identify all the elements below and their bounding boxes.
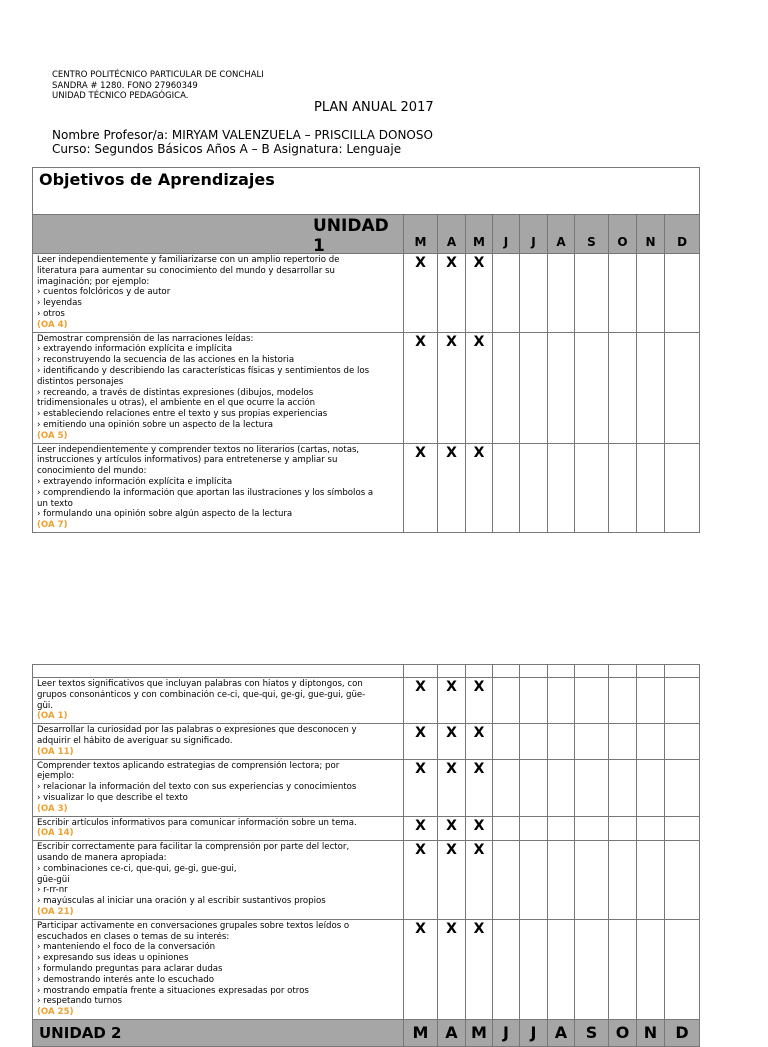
month-mark-cell xyxy=(665,841,700,920)
month-mark-cell: X xyxy=(438,919,466,1019)
blank-cell xyxy=(520,665,548,678)
month-mark-cell: X xyxy=(466,841,493,920)
objective-line: Desarrollar la curiosidad por las palabras o expresiones que desconocen y xyxy=(37,725,357,736)
month-mark-cell: X xyxy=(438,443,466,532)
month-mark-cell xyxy=(575,841,609,920)
objective-line: › extrayendo información explícita e implícita xyxy=(37,476,233,487)
month-header: D xyxy=(665,1019,700,1046)
month-mark-cell: X xyxy=(466,919,493,1019)
unit-2-label: UNIDAD 2 xyxy=(33,1019,404,1046)
month-mark-cell xyxy=(637,332,665,443)
objective-code: (OA 3) xyxy=(37,803,68,814)
blank-row xyxy=(33,665,700,678)
month-mark-cell xyxy=(609,678,637,724)
professor-line: Nombre Profesor/a: MIRYAM VALENZUELA – PRISCILLA DONOSO xyxy=(52,128,433,142)
month-mark-cell: X xyxy=(438,332,466,443)
month-mark-cell xyxy=(665,678,700,724)
objective-cell xyxy=(33,841,404,920)
month-mark-cell xyxy=(575,332,609,443)
objective-line: › comprendiendo la información que aportan las ilustraciones y los símbolos a xyxy=(37,487,374,498)
table-row xyxy=(33,919,700,1019)
objectives-heading: Objetivos de Aprendizajes xyxy=(33,168,700,215)
month-mark-cell xyxy=(575,443,609,532)
objective-code: (OA 21) xyxy=(37,906,74,917)
objective-line: › cuentos folclóricos y de autor xyxy=(37,287,171,298)
blank-cell xyxy=(493,665,520,678)
objective-line: instrucciones y artículos informativos) para entretenerse y ampliar su xyxy=(37,455,338,466)
objective-line: literatura para aumentar su conocimiento del mundo y desarrollar su xyxy=(37,265,335,276)
objective-line: › mostrando empatía frente a situaciones expresadas por otros xyxy=(37,985,309,996)
month-mark-cell xyxy=(637,443,665,532)
objective-line: güe-güi xyxy=(37,874,70,885)
course-line: Curso: Segundos Básicos Años A – B Asignatura: Lenguaje xyxy=(52,142,402,156)
objective-line: Leer textos significativos que incluyan palabras con hiatos y diptongos, con xyxy=(37,679,363,689)
objective-line: conocimiento del mundo: xyxy=(37,466,147,477)
objective-line: › respetando turnos xyxy=(37,996,122,1007)
month-mark-cell xyxy=(493,443,520,532)
course-info xyxy=(52,128,433,156)
month-mark-cell xyxy=(493,816,520,841)
month-header: M xyxy=(404,1019,438,1046)
objective-cell xyxy=(33,443,404,532)
objective-cell xyxy=(33,816,404,841)
objective-line: › otros xyxy=(37,308,65,319)
month-mark-cell xyxy=(609,919,637,1019)
objective-line: grupos consonánticos y con combinación ce-ci, que-qui, ge-gi, gue-gui, güe- xyxy=(37,689,366,700)
month-mark-cell xyxy=(520,332,548,443)
unit-header-row xyxy=(33,215,700,254)
month-mark-cell xyxy=(665,919,700,1019)
objective-line: › relacionar la información del texto con sus experiencias y conocimientos xyxy=(37,782,357,793)
blank-cell xyxy=(438,665,466,678)
month-mark-cell xyxy=(609,443,637,532)
month-header: N xyxy=(637,215,665,254)
month-mark-cell xyxy=(609,759,637,816)
month-mark-cell: X xyxy=(466,678,493,724)
month-mark-cell: X xyxy=(438,759,466,816)
month-header: O xyxy=(609,1019,637,1046)
month-mark-cell: X xyxy=(404,816,438,841)
objective-line: imaginación; por ejemplo: xyxy=(37,276,150,287)
month-header: A xyxy=(438,1019,466,1046)
month-mark-cell: X xyxy=(466,759,493,816)
month-mark-cell xyxy=(493,254,520,333)
month-mark-cell: X xyxy=(438,724,466,759)
month-header: O xyxy=(609,215,637,254)
month-mark-cell xyxy=(548,724,575,759)
month-header: D xyxy=(665,215,700,254)
objective-line: Escribir artículos informativos para comunicar información sobre un tema. xyxy=(37,817,357,828)
month-mark-cell xyxy=(493,724,520,759)
objective-line: › leyendas xyxy=(37,298,82,309)
month-mark-cell xyxy=(548,919,575,1019)
month-mark-cell xyxy=(548,443,575,532)
school-name: CENTRO POLITÉCNICO PARTICULAR DE CONCHALI xyxy=(52,70,264,80)
objective-code: (OA 25) xyxy=(37,1007,74,1018)
month-mark-cell xyxy=(520,724,548,759)
month-mark-cell xyxy=(609,254,637,333)
month-mark-cell xyxy=(665,332,700,443)
objective-line: › estableciendo relaciones entre el texto y sus propias experiencias xyxy=(37,409,328,420)
month-mark-cell xyxy=(609,332,637,443)
objective-line: › manteniendo el foco de la conversación xyxy=(37,942,216,953)
objective-line: › identificando y describiendo las características físicas y sentimientos de los xyxy=(37,365,370,376)
month-mark-cell: X xyxy=(466,724,493,759)
plan-table-unit-1 xyxy=(32,167,700,533)
month-mark-cell: X xyxy=(466,816,493,841)
month-mark-cell: X xyxy=(404,919,438,1019)
month-mark-cell xyxy=(637,678,665,724)
month-mark-cell xyxy=(520,443,548,532)
month-mark-cell: X xyxy=(466,332,493,443)
month-header: S xyxy=(575,1019,609,1046)
month-mark-cell xyxy=(548,816,575,841)
month-mark-cell: X xyxy=(438,678,466,724)
blank-cell xyxy=(575,665,609,678)
month-header: J xyxy=(520,215,548,254)
month-mark-cell xyxy=(637,816,665,841)
month-mark-cell xyxy=(609,724,637,759)
objective-line: adquirir el hábito de averiguar su significado. xyxy=(37,735,233,746)
month-mark-cell xyxy=(520,816,548,841)
month-header: A xyxy=(438,215,466,254)
month-mark-cell xyxy=(665,724,700,759)
objective-code: (OA 11) xyxy=(37,746,74,757)
month-header: A xyxy=(548,1019,575,1046)
month-mark-cell: X xyxy=(438,841,466,920)
month-mark-cell xyxy=(575,254,609,333)
month-mark-cell xyxy=(520,759,548,816)
month-mark-cell xyxy=(520,678,548,724)
month-mark-cell: X xyxy=(404,724,438,759)
month-mark-cell xyxy=(493,678,520,724)
objective-cell xyxy=(33,919,404,1019)
objective-line: › mayúsculas al iniciar una oración y al escribir sustantivos propios xyxy=(37,896,326,907)
month-mark-cell xyxy=(637,841,665,920)
objective-line: Leer independientemente y comprender textos no literarios (cartas, notas, xyxy=(37,444,360,455)
month-mark-cell: X xyxy=(466,443,493,532)
unit-label: UNIDAD 1 xyxy=(313,216,389,256)
objective-line: escuchados en clases o temas de su interés: xyxy=(37,931,230,942)
month-mark-cell xyxy=(665,443,700,532)
objective-line: Demostrar comprensión de las narraciones leídas: xyxy=(37,333,254,344)
month-mark-cell xyxy=(520,254,548,333)
month-mark-cell xyxy=(637,724,665,759)
month-mark-cell xyxy=(575,759,609,816)
objective-line: › r-rr-nr xyxy=(37,885,68,896)
month-mark-cell xyxy=(548,841,575,920)
unit-header-cell xyxy=(33,215,404,254)
table-row xyxy=(33,254,700,333)
month-mark-cell: X xyxy=(404,254,438,333)
objective-code: (OA 1) xyxy=(37,711,68,722)
objective-line: güi. xyxy=(37,700,54,711)
table-row xyxy=(33,841,700,920)
school-address: SANDRA # 1280. FONO 27960349 xyxy=(52,80,198,91)
objective-line: › extrayendo información explícita e implícita xyxy=(37,344,233,355)
objective-line: un texto xyxy=(37,498,73,509)
unit-2-header-row xyxy=(33,1019,700,1046)
month-mark-cell xyxy=(493,332,520,443)
month-mark-cell: X xyxy=(404,759,438,816)
month-mark-cell: X xyxy=(438,254,466,333)
month-mark-cell xyxy=(548,332,575,443)
objective-line: › formulando preguntas para aclarar dudas xyxy=(37,963,223,974)
month-mark-cell: X xyxy=(404,841,438,920)
objective-cell xyxy=(33,724,404,759)
objective-cell xyxy=(33,678,404,724)
page-title: PLAN ANUAL 2017 xyxy=(314,100,434,115)
month-mark-cell xyxy=(575,816,609,841)
month-header: J xyxy=(520,1019,548,1046)
table-row xyxy=(33,759,700,816)
month-mark-cell xyxy=(609,816,637,841)
plan-table-unit-2 xyxy=(32,664,700,1047)
school-unit: UNIDAD TÉCNICO PEDAGÓGICA. xyxy=(52,91,189,101)
month-mark-cell: X xyxy=(466,254,493,333)
objective-line: › formulando una opinión sobre algún aspecto de la lectura xyxy=(37,509,293,520)
blank-cell xyxy=(609,665,637,678)
objective-code: (OA 7) xyxy=(37,520,68,531)
objective-line: distintos personajes xyxy=(37,376,124,387)
objective-line: › expresando sus ideas u opiniones xyxy=(37,953,189,964)
objective-line: › demostrando interés ante lo escuchado xyxy=(37,974,214,985)
objective-line: Escribir correctamente para facilitar la comprensión por parte del lector, xyxy=(37,842,350,853)
objective-line: › visualizar lo que describe el texto xyxy=(37,792,188,803)
month-mark-cell xyxy=(548,254,575,333)
table-row xyxy=(33,332,700,443)
objective-line: usando de manera apropiada: xyxy=(37,852,167,863)
month-header: M xyxy=(404,215,438,254)
month-mark-cell: X xyxy=(404,443,438,532)
objective-line: Comprender textos aplicando estrategias de comprensión lectora; por xyxy=(37,760,340,771)
blank-cell xyxy=(33,665,404,678)
month-mark-cell xyxy=(548,759,575,816)
month-mark-cell xyxy=(665,816,700,841)
objective-cell xyxy=(33,254,404,333)
objective-code: (OA 5) xyxy=(37,430,68,441)
month-mark-cell xyxy=(493,841,520,920)
objective-line: › recreando, a través de distintas expresiones (dibujos, modelos xyxy=(37,387,314,398)
month-mark-cell xyxy=(665,759,700,816)
month-mark-cell xyxy=(637,254,665,333)
month-mark-cell xyxy=(665,254,700,333)
objective-line: › combinaciones ce-ci, que-qui, ge-gi, gue-gui, xyxy=(37,863,237,874)
month-header: M xyxy=(466,215,493,254)
blank-cell xyxy=(404,665,438,678)
objective-line: ejemplo: xyxy=(37,771,75,782)
month-mark-cell xyxy=(609,841,637,920)
month-mark-cell: X xyxy=(438,816,466,841)
objective-line: › emitiendo una opinión sobre un aspecto de la lectura xyxy=(37,419,274,430)
table-row xyxy=(33,724,700,759)
month-mark-cell: X xyxy=(404,332,438,443)
month-mark-cell xyxy=(575,678,609,724)
objective-code: (OA 14) xyxy=(37,828,74,839)
month-mark-cell xyxy=(575,919,609,1019)
table-row xyxy=(33,678,700,724)
month-header: N xyxy=(637,1019,665,1046)
month-mark-cell xyxy=(493,919,520,1019)
month-mark-cell xyxy=(637,919,665,1019)
month-header: A xyxy=(548,215,575,254)
month-mark-cell xyxy=(548,678,575,724)
objective-line: › reconstruyendo la secuencia de las acciones en la historia xyxy=(37,355,295,366)
objective-code: (OA 4) xyxy=(37,319,68,330)
month-header: S xyxy=(575,215,609,254)
objective-line: Leer independientemente y familiarizarse con un amplio repertorio de xyxy=(37,255,340,265)
blank-cell xyxy=(637,665,665,678)
objective-cell xyxy=(33,759,404,816)
blank-cell xyxy=(665,665,700,678)
month-mark-cell xyxy=(493,759,520,816)
month-mark-cell: X xyxy=(404,678,438,724)
month-header: J xyxy=(493,215,520,254)
objective-line: tridimensionales u otras), el ambiente en el que ocurre la acción xyxy=(37,398,316,409)
blank-cell xyxy=(466,665,493,678)
table-row xyxy=(33,816,700,841)
month-mark-cell xyxy=(520,841,548,920)
objective-line: Participar activamente en conversaciones grupales sobre textos leídos o xyxy=(37,920,350,931)
month-header: J xyxy=(493,1019,520,1046)
school-header xyxy=(52,70,264,102)
month-mark-cell xyxy=(520,919,548,1019)
month-mark-cell xyxy=(637,759,665,816)
blank-cell xyxy=(548,665,575,678)
table-row xyxy=(33,443,700,532)
month-mark-cell xyxy=(575,724,609,759)
month-header: M xyxy=(466,1019,493,1046)
objective-cell xyxy=(33,332,404,443)
